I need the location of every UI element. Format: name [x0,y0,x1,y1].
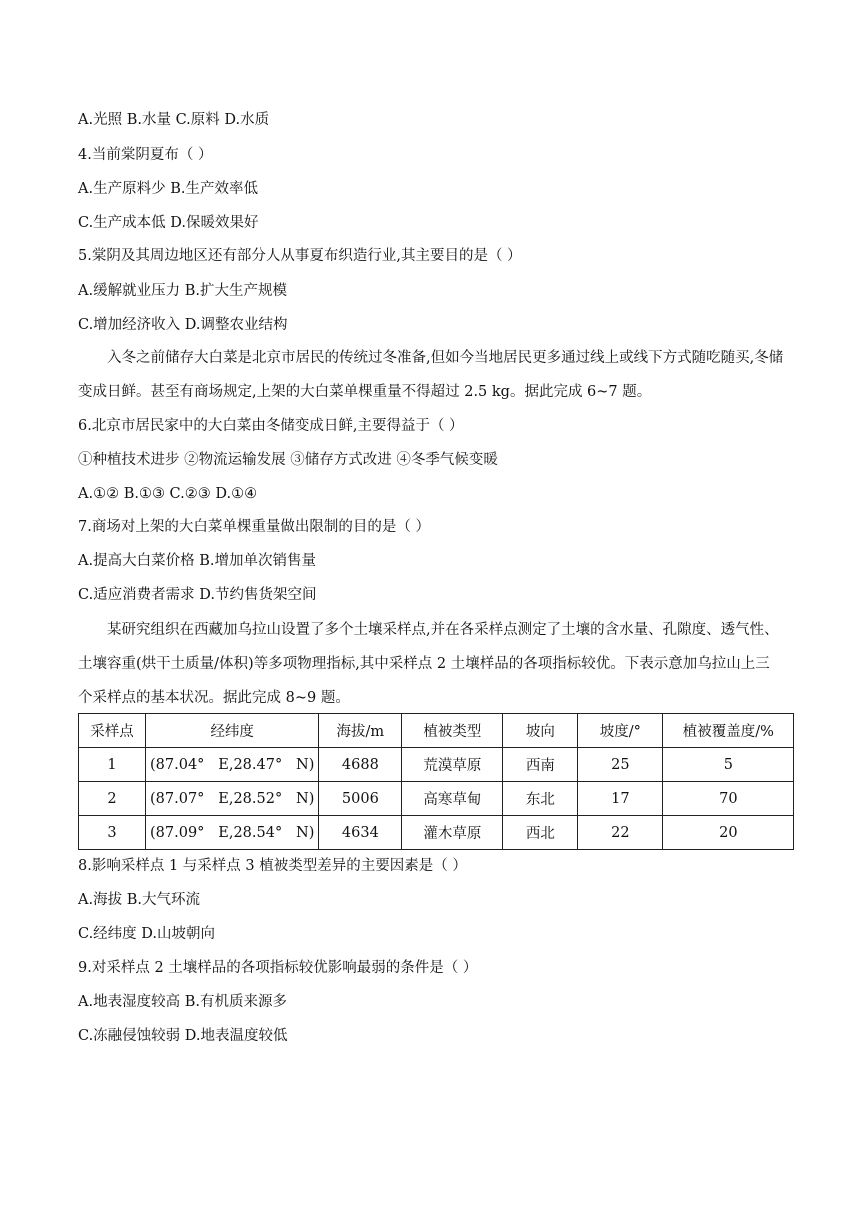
table-cell: 高寒草甸 [402,782,503,816]
q9-stem: 9.对采样点 2 土壤样品的各项指标较优影响最弱的条件是（ ） [78,960,478,976]
table-cell: 5 [663,748,794,782]
table-row [79,748,794,782]
table-cell: 4634 [319,816,402,850]
table-header: 海拔/m [319,714,402,748]
q3-options: A.光照 B.水量 C.原料 D.水质 [78,112,270,128]
table-cell: 西南 [503,748,578,782]
table-cell: 20 [663,816,794,850]
table-cell: 灌木草原 [402,816,503,850]
q9-options-row2: C.冻融侵蚀较弱 D.地表温度较低 [78,1028,288,1044]
table-header: 坡向 [503,714,578,748]
q9-options-row1: A.地表湿度较高 B.有机质来源多 [78,994,287,1010]
passage-soil: 某研究组织在西藏加乌拉山设置了多个土壤采样点,并在各采样点测定了土壤的含水量、孔隙度、透气性、土壤容重(烘干土质量/体积)等多项物理指标,其中采样点 2 土壤样品的各项指标较优。下表示意加乌拉山上三个采样点的基本状况。据此完成 8~9 题。 [78,622,779,706]
table-cell: 3 [79,816,146,850]
table-header: 植被覆盖度/% [663,714,794,748]
table-cell: 70 [663,782,794,816]
q8-stem: 8.影响采样点 1 与采样点 3 植被类型差异的主要因素是（ ） [78,858,467,874]
table-cell: 17 [578,782,663,816]
table-cell: 东北 [503,782,578,816]
q7-options-row1: A.提高大白菜价格 B.增加单次销售量 [78,553,316,569]
table-cell: 22 [578,816,663,850]
table-cell: 1 [79,748,146,782]
table-header-row [79,714,794,748]
q6-stem: 6.北京市居民家中的大白菜由冬储变成日鲜,主要得益于（ ） [78,418,464,434]
q6-options: A.①② B.①③ C.②③ D.①④ [78,486,258,502]
q4-options-row1: A.生产原料少 B.生产效率低 [78,181,258,197]
table-cell: 25 [578,748,663,782]
q4-options-row2: C.生产成本低 D.保暖效果好 [78,215,259,231]
passage-cabbage: 入冬之前储存大白菜是北京市居民的传统过冬准备,但如今当地居民更多通过线上或线下方式随吃随买,冬储变成日鲜。甚至有商场规定,上架的大白菜单棵重量不得超过 2.5 kg。据此完成 6~7 题。 [78,350,784,400]
table-cell: 西北 [503,816,578,850]
table-cell: (87.04° E,28.47° N) [146,748,319,782]
table-cell: 2 [79,782,146,816]
table-cell: 4688 [319,748,402,782]
q8-options-row2: C.经纬度 D.山坡朝向 [78,926,216,942]
q6-statements: ①种植技术进步 ②物流运输发展 ③储存方式改进 ④冬季气候变暖 [78,452,498,468]
table-header: 采样点 [79,714,146,748]
q5-options-row2: C.增加经济收入 D.调整农业结构 [78,317,288,333]
table-cell: 荒漠草原 [402,748,503,782]
q7-stem: 7.商场对上架的大白菜单棵重量做出限制的目的是（ ） [78,519,430,535]
q5-options-row1: A.缓解就业压力 B.扩大生产规模 [78,283,287,299]
table-cell: (87.09° E,28.54° N) [146,816,319,850]
table-cell: (87.07° E,28.52° N) [146,782,319,816]
q4-stem: 4.当前棠阴夏布（ ） [78,147,213,163]
table-row [79,816,794,850]
table-row [79,782,794,816]
q5-stem: 5.棠阴及其周边地区还有部分人从事夏布织造行业,其主要目的是（ ） [78,248,522,264]
table-header: 植被类型 [402,714,503,748]
q7-options-row2: C.适应消费者需求 D.节约售货架空间 [78,587,317,603]
table-header: 坡度/° [578,714,663,748]
table-cell: 5006 [319,782,402,816]
sampling-table [78,713,794,850]
q8-options-row1: A.海拔 B.大气环流 [78,892,200,908]
table-header: 经纬度 [146,714,319,748]
